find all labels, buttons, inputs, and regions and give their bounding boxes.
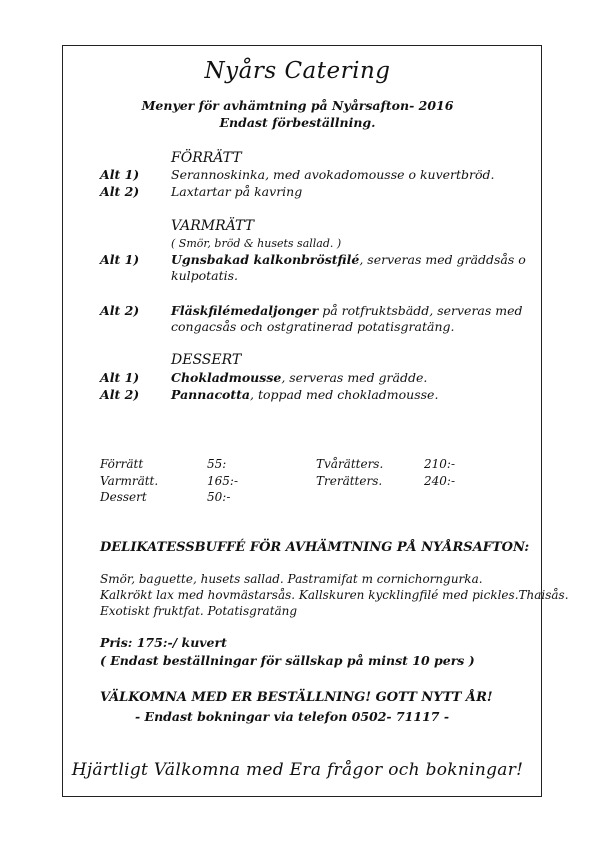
dessert-alt2-label: Alt 2)	[100, 387, 140, 402]
main-alt1-name: Ugnsbakad kalkonbröstfilé	[171, 252, 360, 267]
price-value-starter: 55:	[207, 457, 227, 471]
main-alt2-label: Alt 2)	[100, 303, 140, 318]
dessert-alt1-rest: , serveras med grädde.	[281, 370, 428, 385]
main-alt2-rest: på rotfruktsbädd, serveras med	[318, 303, 523, 318]
buffet-line-2: Kalkrökt lax med hovmästarsås. Kallskuren kycklingfilé med pickles.Thaisås.	[100, 588, 569, 602]
dessert-alt1-text	[171, 370, 427, 385]
price-label-three-course: Trerätters.	[316, 474, 383, 488]
price-value-main: 165:-	[207, 474, 239, 488]
dessert-alt1-label: Alt 1)	[100, 370, 140, 385]
price-label-two-course: Tvårätters.	[316, 457, 384, 471]
price-value-dessert: 50:-	[207, 490, 231, 504]
dessert-heading: DESSERT	[171, 352, 242, 368]
starter-alt1-label: Alt 1)	[100, 167, 140, 182]
starter-alt2-text: Laxtartar på kavring	[171, 184, 303, 199]
main-alt1-line1	[171, 252, 526, 267]
main-heading: VARMRÄTT	[171, 218, 254, 234]
main-alt1-rest: , serveras med gräddsås o	[359, 252, 526, 267]
price-label-main: Varmrätt.	[100, 474, 159, 488]
signoff-message: Hjärtligt Välkomna med Era frågor och bokningar!	[71, 760, 524, 780]
phone-booking-note: - Endast bokningar via telefon 0502- 71117 -	[135, 709, 450, 724]
dessert-alt2-name: Pannacotta	[171, 387, 251, 402]
main-alt1-label: Alt 1)	[100, 252, 140, 267]
dessert-alt1-name: Chokladmousse	[171, 370, 282, 385]
preorder-note: Endast förbeställning.	[219, 115, 376, 130]
buffet-line-1: Smör, baguette, husets sallad. Pastramifat m cornichorngurka.	[100, 572, 483, 586]
price-label-starter: Förrätt	[100, 457, 144, 471]
dessert-alt2-text	[171, 387, 438, 402]
menu-title: Nyårs Catering	[204, 58, 391, 84]
page-border	[62, 45, 542, 797]
main-note: ( Smör, bröd & husets sallad. )	[171, 237, 342, 250]
price-label-dessert: Dessert	[100, 490, 147, 504]
starter-alt1-text: Serannoskinka, med avokadomousse o kuvertbröd.	[171, 167, 495, 182]
main-alt2-name: Fläskfilémedaljonger	[171, 303, 319, 318]
starter-alt2-label: Alt 2)	[100, 184, 140, 199]
dessert-alt2-rest: , toppad med chokladmousse.	[250, 387, 439, 402]
price-value-two-course: 210:-	[424, 457, 456, 471]
main-alt1-line2: kulpotatis.	[171, 268, 239, 283]
menu-subtitle: Menyer för avhämtning på Nyårsafton- 2016	[141, 98, 454, 113]
buffet-line-3: Exotiskt fruktfat. Potatisgratäng	[100, 604, 298, 618]
buffet-condition: ( Endast beställningar för sällskap på minst 10 pers )	[100, 653, 475, 668]
main-alt2-line1	[171, 303, 523, 318]
welcome-message: VÄLKOMNA MED ER BESTÄLLNING! GOTT NYTT ÅR!	[100, 690, 493, 705]
buffet-price: Pris: 175:-/ kuvert	[100, 635, 227, 650]
buffet-heading: DELIKATESSBUFFÉ FÖR AVHÄMTNING PÅ NYÅRSAFTON:	[100, 540, 530, 555]
main-alt2-line2: congacsås och ostgratinerad potatisgratäng.	[171, 319, 455, 334]
price-value-three-course: 240:-	[424, 474, 456, 488]
starter-heading: FÖRRÄTT	[171, 150, 242, 166]
